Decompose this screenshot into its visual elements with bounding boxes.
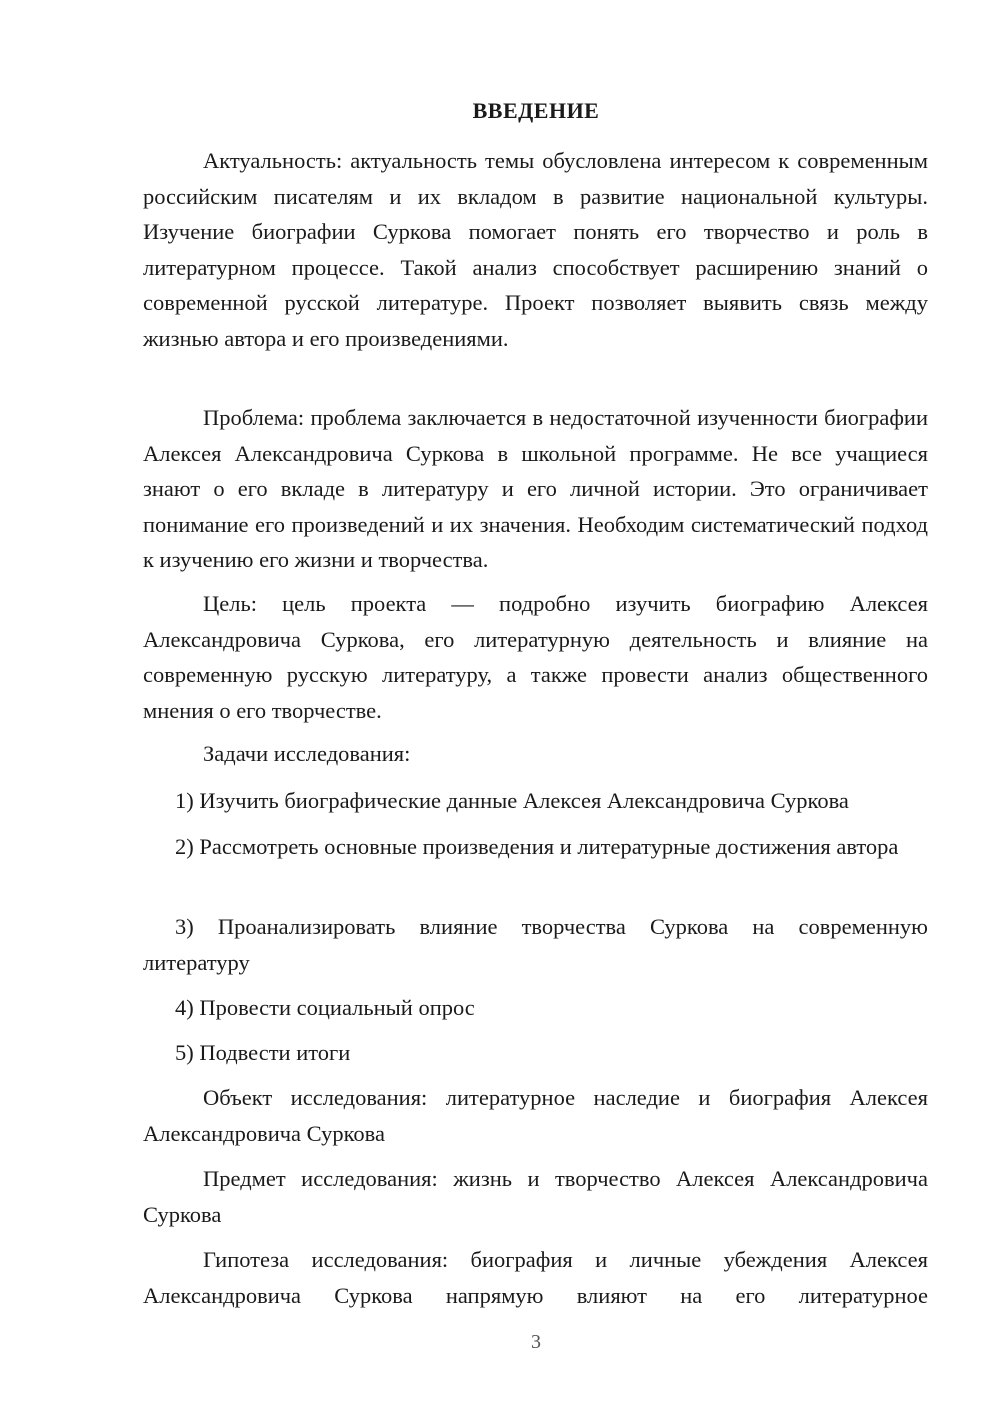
paragraph-subject: Предмет исследования: жизнь и творчество Алексея Александровича Суркова <box>143 1166 928 1227</box>
tasks-heading: Задачи исследования: <box>203 741 411 766</box>
task-item-4: 4) Провести социальный опрос <box>175 995 475 1020</box>
paragraph-goal: Цель: цель проекта — подробно изучить биографию Алексея Александровича Суркова, его литературную деятельность и влияние на современную русскую литературу, а также провести анализ общественного мнения о его творчестве. <box>143 591 928 723</box>
task-item-5: 5) Подвести итоги <box>175 1040 351 1065</box>
task-item-2: 2) Рассмотреть основные произведения и литературные достижения автора <box>175 834 899 859</box>
section-heading: ВВЕДЕНИЕ <box>472 98 600 123</box>
paragraph-hypothesis: Гипотеза исследования: биография и личные убеждения Алексея Александровича Суркова напрямую влияют на его литературное <box>143 1247 928 1308</box>
paragraph-problem: Проблема: проблема заключается в недостаточной изученности биографии Алексея Александровича Суркова в школьной программе. Не все учащиеся знают о его вкладе в литературу и его личной истории. Это ограничивает понимание его произведений и их значения. Необходим систематический подход к изучению его жизни и творчества. <box>143 405 928 572</box>
page-number: 3 <box>531 1331 541 1353</box>
paragraph-relevance: Актуальность: актуальность темы обусловлена интересом к современным российским писателям и их вкладом в развитие национальной культуры. Изучение биографии Суркова помогает понять его творчество и роль в литературном процессе. Такой анализ способствует расширению знаний о современной русской литературе. Проект позволяет выявить связь между жизнью автора и его произведениями. <box>143 148 928 351</box>
task-item-3: 3) Проанализировать влияние творчества Суркова на современную литературу <box>143 914 928 975</box>
task-item-1: 1) Изучить биографические данные Алексея Александровича Суркова <box>175 788 849 813</box>
paragraph-object: Объект исследования: литературное наследие и биография Алексея Александровича Суркова <box>143 1085 928 1146</box>
